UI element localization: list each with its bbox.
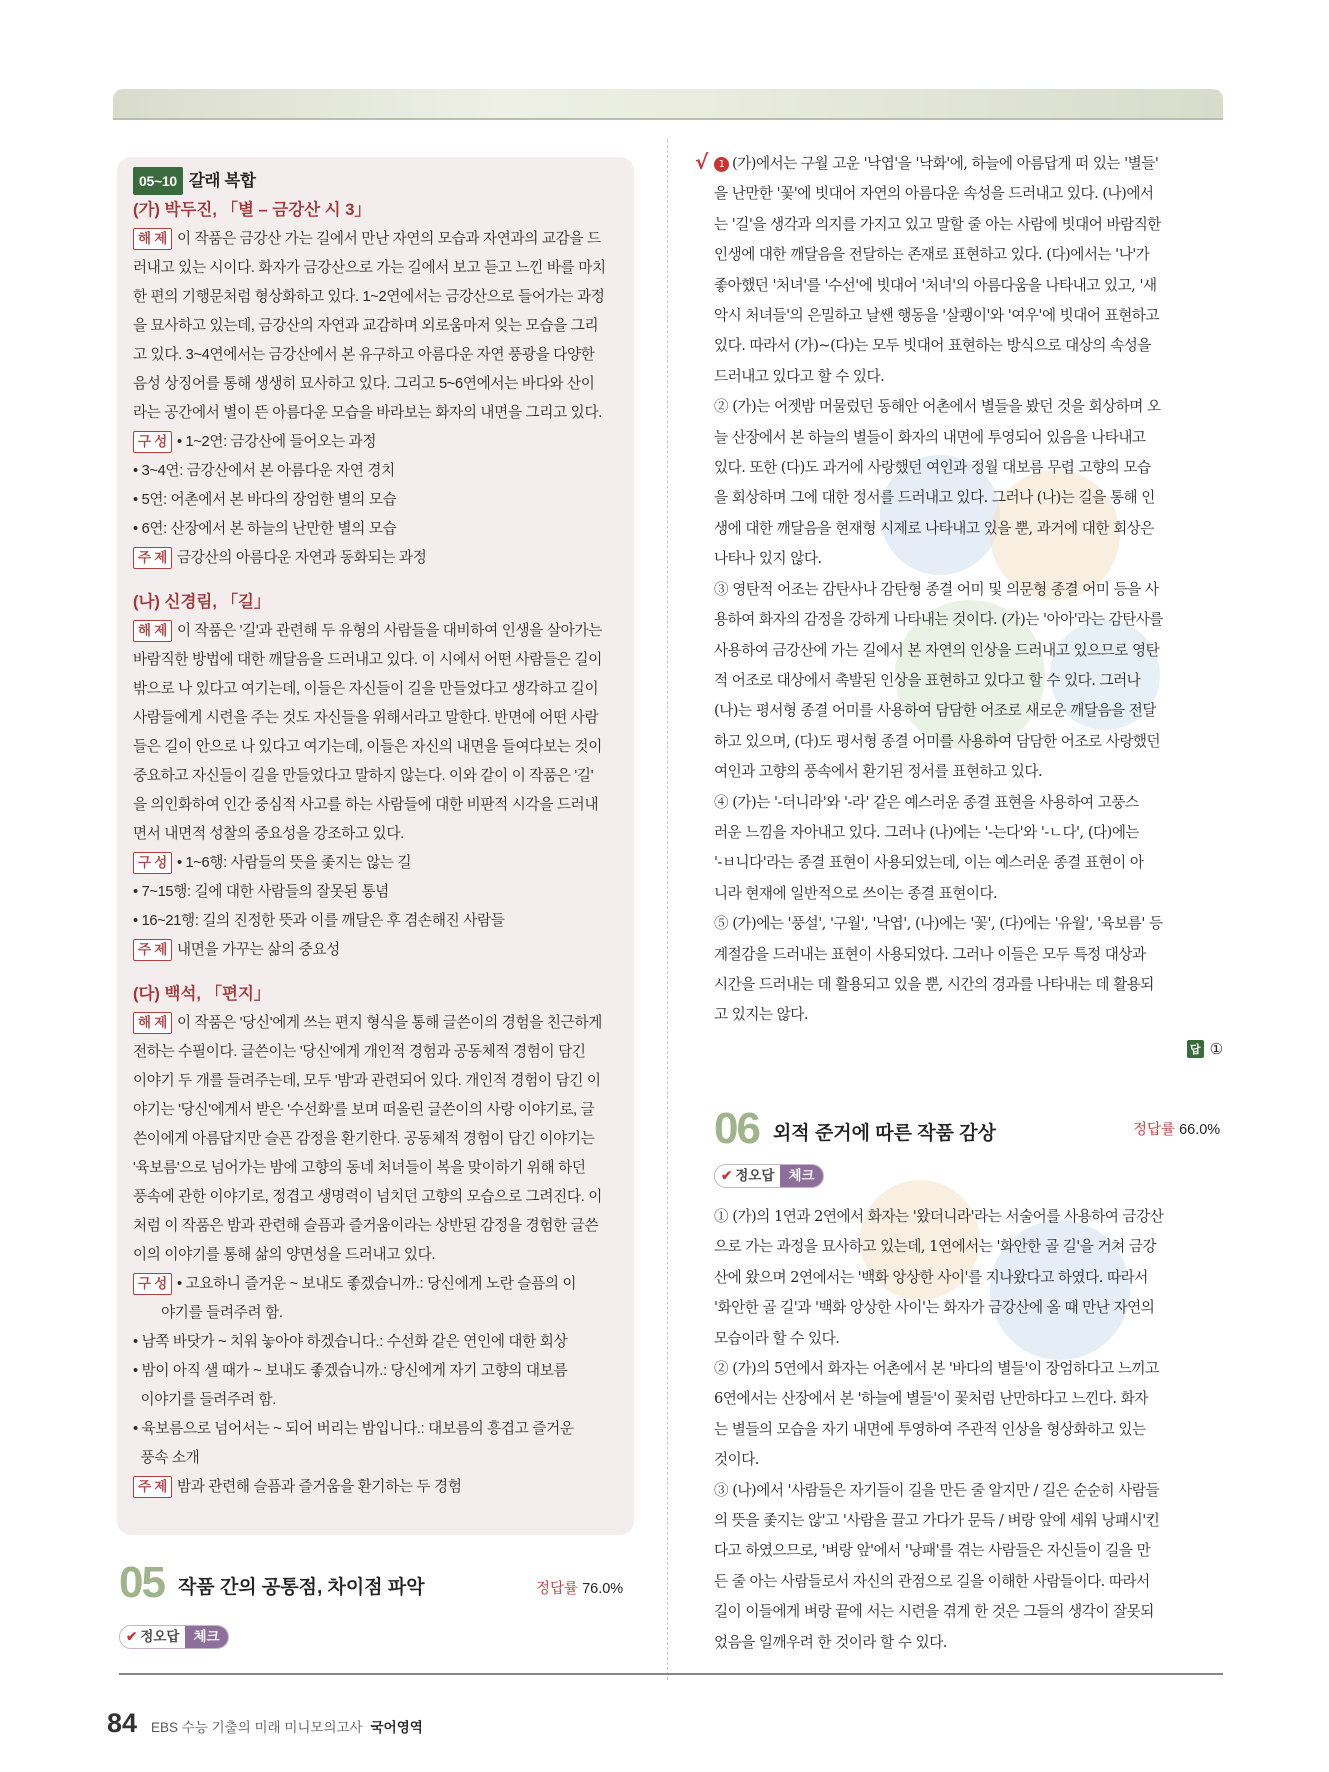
work-c-haeje-line: 야기는 '당신'에게서 받은 '수선화'를 보며 떠올린 글쓴이의 사랑 이야기로, 글 <box>133 1102 595 1118</box>
answer-check-text: 정오답 <box>735 1168 775 1183</box>
explanation-line: 시간을 드러내는 데 활용되고 있을 뿐, 시간의 경과를 나타내는 데 활용되 <box>714 975 1154 993</box>
explanation-line: 좋아했던 '처녀'를 '수선'에 빗대어 '처녀'의 아름다움을 나타내고 있고, '새 <box>714 276 1157 294</box>
explanation-line: 적 어조로 대상에서 촉발된 인상을 표현하고 있다고 할 수 있다. 그러나 <box>714 671 1141 689</box>
work-a-haeje-line: 을 묘사하고 있는데, 금강산의 자연과 교감하며 외로움마저 잊는 모습을 그리 <box>133 318 599 334</box>
work-a-gusung-item: • 3~4연: 금강산에서 본 아름다운 자연 경치 <box>133 463 395 479</box>
gusung-tag: 구 성 <box>133 431 172 453</box>
explanation-line: 늘 산장에서 본 하늘의 별들이 화자의 내면에 투영되어 있음을 나타내고 <box>714 428 1146 446</box>
answer-label: 답 <box>1187 1040 1204 1058</box>
question-title: 외적 준거에 따른 작품 감상 <box>772 1123 996 1144</box>
explanation-line: 러운 느낌을 자아내고 있다. 그러나 (나)에는 '-는다'와 '-ㄴ다', (다)에는 <box>714 823 1140 841</box>
gusung-tag: 구 성 <box>133 1273 172 1295</box>
check-button-label: 체크 <box>780 1165 822 1187</box>
explanation-line: 하고 있으며, (다)도 평서형 종결 어미를 사용하여 담담한 어조로 사랑했던 <box>714 732 1161 750</box>
top-header-band <box>113 89 1223 119</box>
explanation-line: 생에 대한 깨달음을 현재형 시제로 나타내고 있을 뿐, 과거에 대한 회상은 <box>714 519 1154 537</box>
work-a-haeje-line: 고 있다. 3~4연에서는 금강산에서 본 유구하고 아름다운 자연 풍광을 다양한 <box>133 347 595 363</box>
top-header-rule <box>113 118 1223 120</box>
correct-rate <box>1133 1118 1220 1139</box>
explanation-line: 모습이라 할 수 있다. <box>714 1329 840 1347</box>
explanation-line: ③ 영탄적 어조는 감탄사나 감탄형 종결 어미 및 의문형 종결 어미 등을 사 <box>714 580 1159 598</box>
work-c-gusung-item: 풍속 소개 <box>133 1450 200 1466</box>
work-c-haeje-line: '육보름'으로 넘어가는 밤에 고향의 동네 처녀들이 복을 맞이하기 위해 하던 <box>133 1160 586 1176</box>
juje-tag: 주 제 <box>133 939 172 961</box>
work-b-gusung-item: • 1~6행: 사람들의 뜻을 좇지는 않는 길 <box>176 855 412 871</box>
footer-rule <box>119 1673 1223 1675</box>
left-column <box>133 167 623 1502</box>
work-a-gusung-item: • 5연: 어촌에서 본 바다의 장엄한 별의 모습 <box>133 492 397 508</box>
page-footer <box>107 1708 423 1739</box>
question-range-badge: 05~10 <box>133 167 183 195</box>
question-number: 06 <box>714 1104 759 1153</box>
work-a-gusung-item: • 6연: 산장에서 본 하늘의 난만한 별의 모습 <box>133 521 397 537</box>
explanation-line: 계절감을 드러내는 표현이 사용되었다. 그러나 이들은 모두 특정 대상과 <box>714 945 1146 963</box>
correct-rate-label: 정답률 <box>536 1581 579 1597</box>
correct-rate-label: 정답률 <box>1133 1122 1176 1138</box>
work-c-haeje-line: 쓴이에게 아름답지만 슬픈 감정을 환기한다. 공동체적 경험이 담긴 이야기는 <box>133 1131 595 1147</box>
gusung-tag: 구 성 <box>133 852 172 874</box>
work-c-haeje-line: 이야기 두 개를 들려주는데, 모두 '밤'과 관련되어 있다. 개인적 경험이 담긴 이 <box>133 1073 601 1089</box>
work-b-haeje-line: 사람들에게 시련을 주는 것도 자신들을 위해서라고 말한다. 반면에 어떤 사람 <box>133 710 599 726</box>
work-c-haeje-line: 이 작품은 '당신'에게 쓰는 편지 형식을 통해 글쓴이의 경험을 친근하게 <box>176 1015 603 1031</box>
explanation-line: 을 회상하며 그에 대한 정서를 드러내고 있다. 그러나 (나)는 길을 통해 인 <box>714 489 1155 507</box>
explanation-line: 있다. 따라서 (가)~(다)는 모두 빗대어 표현하는 방식으로 대상의 속성을 <box>714 337 1151 355</box>
answer-value: ① <box>1209 1040 1224 1058</box>
work-c-gusung-item: • 밤이 아직 샐 때가 ~ 보내도 좋겠습니까.: 당신에게 자기 고향의 대보름 <box>133 1363 568 1379</box>
q06-explanation <box>714 1202 1224 1658</box>
answer-check-label <box>715 1165 780 1187</box>
explanation-line: 으로 가는 과정을 묘사하고 있는데, 1연에서는 '화안한 골 길'을 거쳐 금강 <box>714 1238 1157 1256</box>
work-c-gusung-item: • 남쪽 바닷가 ~ 치워 놓아야 하겠습니다.: 수선화 같은 연인에 대한 회상 <box>133 1334 568 1350</box>
explanation-line: 용하여 화자의 감정을 강하게 나타내는 것이다. (가)는 '아아'라는 감탄사를 <box>714 611 1163 629</box>
explanation-line: 는 '길'을 생각과 의지를 가지고 있고 말할 줄 아는 사람에 빗대어 바람직한 <box>714 215 1161 233</box>
haeje-tag: 해 제 <box>133 1012 172 1034</box>
work-a-title: (가) 박두진, 「별 – 금강산 시 3」 <box>133 201 371 219</box>
explanation-line: 든 줄 아는 사람들로서 자신의 관점으로 길을 이해한 사람들이다. 따라서 <box>714 1572 1150 1590</box>
explanation-line: 다고 하였으므로, '벼랑 앞'에서 '낭패'를 겪는 사람들은 자신들이 길을 만 <box>714 1542 1151 1560</box>
explanation-line: 악시 처녀들'의 은밀하고 날쌘 행동을 '살쾡이'와 '여우'에 빗대어 표현하고 <box>714 307 1160 325</box>
work-b-haeje-line: 을 의인화하여 인간 중심적 사고를 하는 사람들에 대한 비판적 시각을 드러내 <box>133 797 599 813</box>
work-c-title: (다) 백석, 「편지」 <box>133 985 271 1003</box>
work-b-title: (나) 신경림, 「길」 <box>133 593 271 611</box>
check-icon: ✔ <box>721 1168 733 1183</box>
page-number: 84 <box>107 1708 138 1738</box>
explanation-line: (나)는 평서형 종결 어미를 사용하여 담담한 어조로 새로운 깨달음을 전달 <box>714 702 1156 720</box>
explanation-line: ② (가)는 어젯밤 머물렀던 동해안 어촌에서 별들을 봤던 것을 회상하며 오 <box>714 398 1161 416</box>
subject-title: 국어영역 <box>370 1720 423 1735</box>
work-a-haeje-line: 이 작품은 금강산 가는 길에서 만난 자연의 모습과 자연과의 교감을 드 <box>176 231 601 247</box>
work-c-juje: 밤과 관련해 슬픔과 즐거움을 환기하는 두 경험 <box>176 1479 462 1495</box>
work-b-haeje-line: 이 작품은 '길'과 관련해 두 유형의 사람들을 대비하여 인생을 살아가는 <box>176 623 603 639</box>
explanation-line: 드러내고 있다고 할 수 있다. <box>714 367 885 385</box>
haeje-tag: 해 제 <box>133 620 172 642</box>
correct-rate-value: 76.0% <box>582 1581 624 1597</box>
explanation-line: 있다. 또한 (다)도 과거에 사랑했던 여인과 정월 대보름 무렵 고향의 모습 <box>714 459 1151 477</box>
work-b-haeje-line: 바람직한 방법에 대한 깨달음을 드러내고 있다. 이 시에서 어떤 사람들은 길이 <box>133 652 603 668</box>
work-a-haeje-line: 음성 상징어를 통해 생생히 묘사하고 있다. 그리고 5~6연에서는 바다와 산이 <box>133 376 595 392</box>
section-header <box>133 167 623 195</box>
work-b-haeje-line: 밖으로 나 있다고 여기는데, 이들은 자신들이 길을 만들었다고 생각하고 길이 <box>133 681 599 697</box>
work-c-haeje-line: 전하는 수필이다. 글쓴이는 '당신'에게 개인적 경험과 공동체적 경험이 담긴 <box>133 1044 586 1060</box>
explanation-line: ① (가)의 1연과 2연에서 화자는 '왔더니라'라는 서술어를 사용하여 금강산 <box>714 1208 1164 1225</box>
explanation-line: 길이 이들에게 벼랑 끝에 서는 시련을 겪게 한 것은 그들의 생각이 잘못되 <box>714 1603 1154 1621</box>
explanation-line: 사용하여 금강산에 가는 길에서 본 자연의 인상을 드러내고 있으므로 영탄 <box>714 641 1160 659</box>
question-number: 05 <box>119 1558 164 1607</box>
book-title: EBS 수능 기출의 미래 미니모의고사 <box>151 1720 363 1735</box>
explanation-line: ③ (나)에서 '사람들은 자기들이 길을 만든 줄 알지만 / 길은 순순히 사람들 <box>714 1481 1160 1499</box>
explanation-line: 산에 왔으며 2연에서는 '백화 앙상한 사이'를 지나왔다고 하였다. 따라서 <box>714 1268 1148 1286</box>
check-button-label: 체크 <box>185 1626 227 1648</box>
work-c-gusung-item: • 고요하니 즐거운 ~ 보내도 좋겠습니까.: 당신에게 노란 슬픔의 이 <box>176 1276 577 1292</box>
answer-check-label <box>120 1626 185 1648</box>
explanation-line: ⑤ (가)에는 '풍설', '구월', '낙엽', (나)에는 '꽃', (다)에는 '유월', '육보름' 등 <box>714 915 1163 933</box>
explanation-line: 는 별들의 모습을 자기 내면에 투영하여 주관적 인상을 형상화하고 있는 <box>714 1420 1146 1438</box>
explanation-line: ④ (가)는 '-더니라'와 '-라' 같은 예스러운 종결 표현을 사용하여 고풍스 <box>714 793 1139 811</box>
juje-tag: 주 제 <box>133 1476 172 1498</box>
question-title: 작품 간의 공통점, 차이점 파악 <box>177 1577 425 1598</box>
answer-indicator <box>1187 1040 1223 1058</box>
explanation-line: 니라 현재에 일반적으로 쓰이는 종결 표현이다. <box>714 884 998 902</box>
explanation-line: 고 있지는 않다. <box>714 1006 809 1024</box>
work-a-haeje-line: 한 편의 기행문처럼 형상화하고 있다. 1~2연에서는 금강산으로 들어가는 과정 <box>133 289 605 305</box>
explanation-line: '-ㅂ니다'라는 종결 표현이 사용되었는데, 이는 예스러운 종결 표현이 아 <box>714 854 1144 872</box>
explanation-line: 나타나 있지 않다. <box>714 550 822 568</box>
explanation-line: 여인과 고향의 풍속에서 환기된 정서를 표현하고 있다. <box>714 763 1043 781</box>
explanation-line: 을 난만한 '꽃'에 빗대어 자연의 아름다운 속성을 드러내고 있다. (나)에서 <box>714 185 1154 203</box>
wrong-answer-circle-icon: 1 <box>714 157 729 172</box>
question-06-header <box>714 1104 996 1153</box>
work-c-gusung-item: 야기를 들려주려 함. <box>161 1305 283 1321</box>
correct-rate-value: 66.0% <box>1179 1122 1221 1138</box>
work-b-gusung-item: • 7~15행: 길에 대한 사람들의 잘못된 통념 <box>133 884 389 900</box>
work-b-haeje-line: 중요하고 자신들이 길을 만들었다고 말하지 않는다. 이와 같이 이 작품은 '길' <box>133 768 594 784</box>
work-b-gusung-item: • 16~21행: 길의 진정한 뜻과 이를 깨달은 후 겸손해진 사람들 <box>133 913 505 929</box>
check-icon: ✔ <box>126 1629 138 1644</box>
question-05-header <box>119 1558 425 1607</box>
answer-check-pill[interactable] <box>714 1164 824 1188</box>
haeje-tag: 해 제 <box>133 228 172 250</box>
explanation-line: 6연에서는 산장에서 본 '하늘에 별들'이 꽃처럼 난만하다고 느낀다. 화자 <box>714 1390 1148 1408</box>
work-a-juje: 금강산의 아름다운 자연과 동화되는 과정 <box>176 550 427 566</box>
explanation-line: (가)에서는 구월 고운 '낙엽'을 '낙화'에, 하늘에 아름답게 떠 있는 '별들' <box>732 155 1159 172</box>
work-c-haeje-line: 처럼 이 작품은 밤과 관련해 슬픔과 즐거움이라는 상반된 감정을 경험한 글쓴 <box>133 1218 599 1234</box>
work-c-haeje-line: 풍속에 관한 이야기로, 정겹고 생명력이 넘치던 고향의 모습으로 그려진다. 이 <box>133 1189 603 1205</box>
work-b-haeje-line: 면서 내면적 성찰의 중요성을 강조하고 있다. <box>133 826 404 842</box>
work-b-haeje-line: 들은 길이 안으로 나 있다고 여기는데, 이들은 자신의 내면을 들여다보는 것이 <box>133 739 603 755</box>
explanation-line: '화안한 골 길'과 '백화 앙상한 사이'는 화자가 금강산에 올 때 만난 자연의 <box>714 1299 1155 1317</box>
explanation-line: ② (가)의 5연에서 화자는 어촌에서 본 '바다의 별들'이 장엄하다고 느끼고 <box>714 1360 1159 1378</box>
checkmark-icon: √ <box>695 150 709 174</box>
correct-rate <box>536 1577 623 1598</box>
work-a-haeje-line: 라는 공간에서 별이 뜬 아름다운 모습을 바라보는 화자의 내면을 그리고 있다. <box>133 405 603 421</box>
work-b-juje: 내면을 가꾸는 삶의 중요성 <box>176 942 340 958</box>
explanation-line: 었음을 일깨우려 한 것이라 할 수 있다. <box>714 1633 947 1651</box>
explanation-line: 것이다. <box>714 1451 759 1469</box>
explanation-line: 의 뜻을 좇지는 않'고 '사람을 끌고 가다가 문득 / 벼랑 앞에 세워 낭패시'킨 <box>714 1512 1160 1530</box>
work-c-haeje-line: 이의 이야기를 통해 삶의 양면성을 드러내고 있다. <box>133 1247 436 1263</box>
work-c-gusung-item: • 육보름으로 넘어서는 ~ 되어 버리는 밤입니다.: 대보름의 흥겹고 즐거운 <box>133 1421 574 1437</box>
explanation-line: 인생에 대한 깨달음을 전달하는 존재로 표현하고 있다. (다)에서는 '나'가 <box>714 246 1150 264</box>
column-divider <box>667 140 668 1680</box>
work-a-gusung-item: • 1~2연: 금강산에 들어오는 과정 <box>176 434 377 450</box>
juje-tag: 주 제 <box>133 547 172 569</box>
work-a-haeje-line: 러내고 있는 시이다. 화자가 금강산으로 가는 길에서 보고 듣고 느낀 바를 마치 <box>133 260 606 276</box>
work-c-gusung-item: 이야기를 들려주려 함. <box>133 1392 276 1408</box>
q05-explanation <box>714 149 1224 1031</box>
section-title: 갈래 복합 <box>188 172 256 190</box>
answer-check-text: 정오답 <box>140 1629 180 1644</box>
answer-check-pill[interactable] <box>119 1625 229 1649</box>
